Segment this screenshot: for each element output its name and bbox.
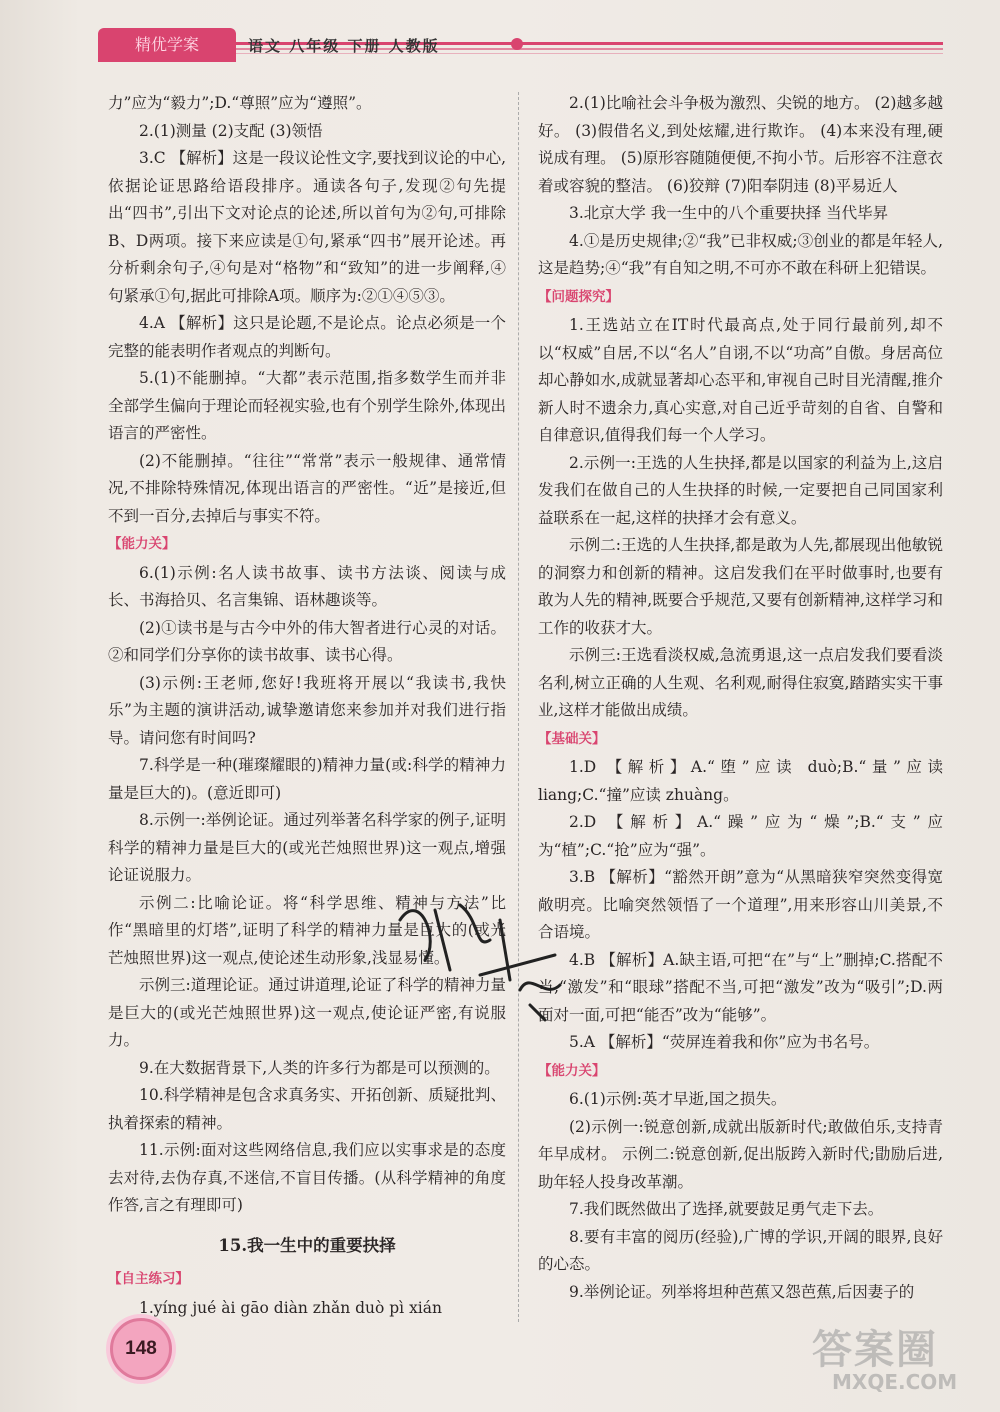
answer-paragraph: 4.①是历史规律;②“我”已非权威;③创业的都是年轻人,这是趋势;④“我”有自知之明,不可亦不敢在科研上犯错误。 [538,231,943,277]
lesson-title: 15.我一生中的重要抉择 [218,1235,396,1255]
section-tag-row [108,530,506,560]
answer-paragraph: 2.(1)测量 (2)支配 (3)领悟 [139,121,323,140]
answer-paragraph: 9.在大数据背景下,人类的许多行为都是可以预测的。 [139,1058,500,1077]
section-tag-row [538,1057,943,1087]
answer-paragraph: 5.A 【解析】“荧屏连着我和你”应为书名号。 [569,1033,880,1051]
header-brand: 精优学案 [98,28,236,62]
answer-paragraph: (2)①读书是与古今中外的伟大智者进行心灵的对话。②和同学们分享你的读书故事、读书心得。 [108,618,506,664]
answer-paragraph: (2)示例一:锐意创新,成就出版新时代;敢做伯乐,支持青年早成材。 示例二:锐意创新,促出版跨入新时代;勖励后进,助年轻人投身改革潮。 [538,1117,943,1191]
answer-paragraph: 9.举例论证。列举将坦种芭蕉又怨芭蕉,后因妻子的 [569,1282,915,1301]
section-tag: 【能力关】 [538,1062,606,1079]
answer-paragraph: 1.D 【解析】A.“堕”应读 duò;B.“量”应读 liang;C.“撞”应读 zhuàng。 [538,758,943,804]
answer-paragraph: 8.示例一:举例论证。通过列举著名科学家的例子,证明科学的精神力量是巨大的(或光芒烛照世界)这一观点,增强论证说服力。 [108,811,506,884]
right-column [538,90,943,1306]
answer-paragraph: 8.要有丰富的阅历(经验),广博的学识,开阔的眼界,良好的心态。 [538,1227,943,1273]
answer-paragraph: 7.我们既然做出了选择,就要鼓足勇气走下去。 [569,1200,884,1218]
answer-paragraph: 3.B 【解析】“豁然开朗”意为“从黑暗狭窄突然变得宽敞明亮。比喻突然领悟了一个道理”,用来形容山川美景,不合语境。 [538,868,943,941]
header-subject: 语文 八年级 下册 人教版 [248,37,440,55]
answer-paragraph: (2)不能删掉。“往往”“常常”表示一般规律、通常情况,不排除特殊情况,体现出语言的严密性。“近”是接近,但不到一百分,去掉后与事实不符。 [108,451,506,525]
section-tag: 【问题探究】 [538,288,619,305]
answer-paragraph: 示例三:道理论证。通过讲道理,论证了科学的精神力量是巨大的(或光芒烛照世界)这一观点,使论证严密,有说服力。 [108,976,506,1049]
answer-paragraph: 力”应为“毅力”;D.“尊照”应为“遵照”。 [108,94,372,112]
answer-paragraph: 6.(1)示例:名人读书故事、读书方法谈、阅读与成长、书海拾贝、名言集锦、语林趣谈等。 [108,563,506,609]
handwritten-scribble [380,880,580,1030]
answer-paragraph: (3)示例:王老师,您好!我班将开展以“我读书,我快乐”为主题的演讲活动,诚挚邀请您来参加并对我们进行指导。请问您有时间吗? [108,673,506,747]
answer-paragraph: 2.示例一:王选的人生抉择,都是以国家的利益为上,这启发我们在做自己的人生抉择的时候,一定要把自己同国家利益联系在一起,这样的抉择才会有意义。 [538,453,943,527]
header-dot-icon [511,38,523,50]
answer-paragraph: 11.示例:面对这些网络信息,我们应以实事求是的态度去对待,去伪存真,不迷信,不盲目传播。(从科学精神的角度作答,言之有理即可) [108,1141,506,1214]
answer-paragraph: 示例三:王选看淡权威,急流勇退,这一点启发我们要看淡名利,树立正确的人生观、名利观,耐得住寂寞,踏踏实实干事业,这样才能做出成绩。 [538,646,943,719]
section-tag-row [538,725,943,755]
section-tag-row [108,1265,506,1295]
watermark-logo [812,1318,982,1398]
section-tag-row [538,283,943,313]
answer-paragraph: 2.(1)比喻社会斗争极为激烈、尖锐的地方。 (2)越多越好。 (3)假借名义,到处炫耀,进行欺诈。 (4)本来没有理,硬说成有理。 (5)原形容随随便便,不拘小节。后形容不注意衣着或容貌的整洁。 (6)狡辩 (7)阳奉阴违 (8)平易近人 [538,94,943,195]
column-divider [518,92,519,1322]
section-tag: 【自主练习】 [108,1271,189,1287]
answer-paragraph: 3.北京大学 我一生中的八个重要抉择 当代毕昇 [569,204,889,222]
answer-paragraph: 示例二:王选的人生抉择,都是敢为人先,都展现出他敏锐的洞察力和创新的精神。这启发我们在平时做事时,也要有敢为人先的精神,既要合乎规范,又要有创新精神,这样学习和工作的收获才大。 [538,536,943,637]
answer-paragraph: 1.王选站立在IT时代最高点,处于同行最前列,却不以“权威”自居,不以“名人”自诩,不以“功高”自傲。身居高位却心静如水,成就显著却心态平和,审视自己时目光清醒,推介新人时不遗余力,真心实意,对自己近乎苛刻的自省、自警和自律意识,值得我们每一个人学习。 [538,316,943,444]
answer-paragraph: 3.C 【解析】这是一段议论性文字,要找到议论的中心,依据论证思路给语段排序。通读各句子,发现②句先提出“四书”,引出下文对论点的论述,所以首句为②句,可排除B、D两项。接下来应读是①句,紧承“四书”展开论述。再分析剩余句子,④句是对“格物”和“致知”的进一步阐释,④句紧承①句,据此可排除A项。顺序为:②①④⑤③。 [108,149,506,305]
section-tag: 【基础关】 [538,730,606,747]
answer-paragraph: 7.科学是一种(璀璨耀眼的)精神力量(或:科学的精神力量是巨大的)。(意近即可) [108,756,506,802]
answer-paragraph: 4.A 【解析】这只是论题,不是论点。论点必须是一个完整的能表明作者观点的判断句。 [108,314,506,360]
watermark-text: 答案圈 [812,1327,938,1373]
answer-paragraph: 6.(1)示例:英才早逝,国之损失。 [569,1090,787,1108]
watermark-url: MXQE.COM [832,1370,958,1394]
answer-paragraph: 10.科学精神是包含求真务实、开拓创新、质疑批判、执着探索的精神。 [108,1086,506,1132]
answer-paragraph: 4.B 【解析】A.缺主语,可把“在”与“上”删掉;C.搭配不当,“激发”和“眼球”搭配不当,可把“激发”改为“吸引”;D.两面对一面,可把“能否”改为“能够”。 [538,950,943,1024]
answer-paragraph: 1.yíng jué ài gāo diàn zhǎn duò pì xián [139,1298,442,1317]
section-tag: 【能力关】 [108,536,176,552]
answer-paragraph: 5.(1)不能删掉。“大都”表示范围,指多数学生而并非全部学生偏向于理论而轻视实验,也有个别学生除外,体现出语言的严密性。 [108,369,506,442]
page-number: 148 [110,1318,172,1380]
answer-paragraph: 2.D 【解析】A.“躁”应为“燥”;B.“支”应为“植”;C.“抢”应为“强”。 [538,813,943,859]
answer-paragraph: 示例二:比喻论证。将“科学思维、精神与方法”比作“黑暗里的灯塔”,证明了科学的精神力量是巨大的(或光芒烛照世界)这一观点,使论述生动形象,浅显易懂。 [108,893,506,967]
left-column [108,90,506,1322]
